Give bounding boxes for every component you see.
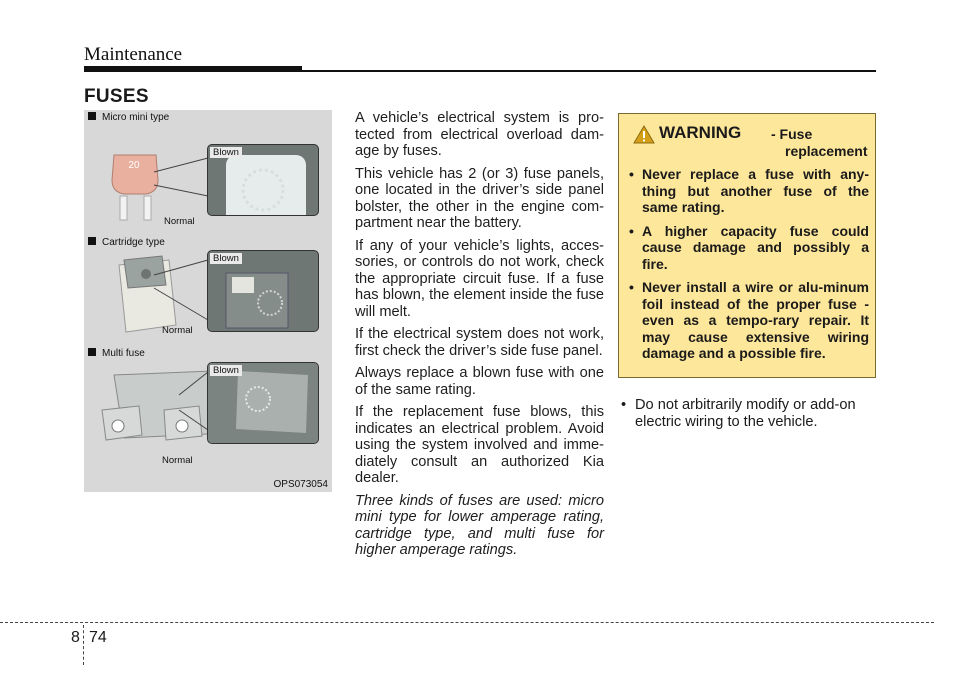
blown-label: Blown [210,147,242,158]
section-title: FUSES [84,86,149,107]
normal-label: Normal [162,325,193,336]
warning-title: WARNING [659,123,742,142]
normal-label: Normal [164,216,195,227]
warning-list [629,166,869,369]
warning-subtitle-1: - Fuse [771,126,813,142]
bullet-note: • Do not arbitrarily modify or add-on electric wiring to the vehicle. [621,397,856,430]
paragraph: This vehicle has 2 (or 3) fuse panels, one located in the driver’s side panel bolster, the other in the engine com-partment near the battery. [355,165,604,231]
figure-code: OPS073054 [273,479,328,490]
paragraph: If the replacement fuse blows, this indicates an electrical problem. Avoid using the system involved and imme-diately consult an authorized Kia dealer. [355,404,604,486]
warning-box [618,113,876,378]
running-header: Maintenance [84,44,183,65]
label-micro-mini: Micro mini type [88,112,169,123]
square-bullet-icon [88,348,96,356]
warning-item: • A higher capacity fuse could cause damage and possibly a fire. [629,222,869,272]
bullet-icon: • [621,397,627,413]
header-rule-thick [84,66,302,72]
blown-label: Blown [210,253,242,264]
label-multi: Multi fuse [88,348,145,359]
paragraph: If any of your vehicle’s lights, acces-sories, or controls do not work, check the appropriate circuit fuse. If a fuse has blown, the element inside the fuse will melt. [355,237,604,320]
normal-label: Normal [162,455,193,466]
warning-triangle-icon [633,125,655,144]
cartridge-blown-zoom [207,250,319,332]
footer-divider [83,625,84,665]
footer-rule [0,622,934,623]
svg-text:20: 20 [128,160,140,171]
header-rule-thin [302,70,876,72]
fuse-types-note: Three kinds of fuses are used: micro mini type for lower amperage rating, cartridge type, and multi fuse for higher amperage ratings. [355,492,604,558]
multi-blown-zoom [207,362,319,444]
micro-fuse-shape [112,155,208,220]
warning-item: • Never install a wire or alu-minum foil instead of the proper fuse - even as a tempo-rary repair. It may cause extensive wiring damage and a possible fire. [629,279,869,361]
paragraph: A vehicle’s electrical system is pro-tected from electrical overload dam-age by fuses. [355,110,604,159]
page-number: 74 [89,629,107,646]
chapter-number: 8 [71,629,80,646]
square-bullet-icon [88,112,96,120]
warning-subtitle-2: replacement [785,143,868,159]
label-cartridge: Cartridge type [88,237,165,248]
blown-label: Blown [210,365,242,376]
fuse-types-figure [84,110,332,492]
paragraph: If the electrical system does not work, first check the driver’s side fuse panel. [355,326,604,359]
square-bullet-icon [88,237,96,245]
cartridge-fuse-shape [119,256,208,332]
micro-blown-zoom [207,144,319,216]
warning-item: • Never replace a fuse with any-thing but another fuse of the same rating. [629,166,869,215]
body-text [355,110,604,565]
paragraph: Always replace a blown fuse with one of the same rating. [355,365,604,398]
